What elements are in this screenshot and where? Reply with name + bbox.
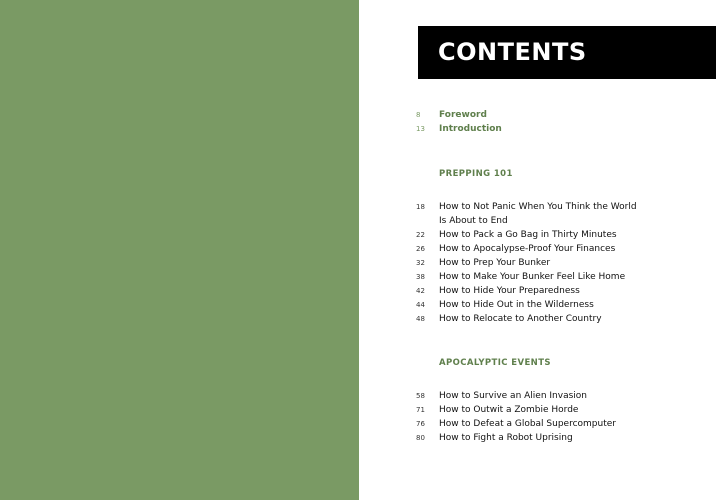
- page-number: 42: [416, 287, 425, 295]
- page-number: 18: [416, 203, 425, 211]
- toc-entry[interactable]: [416, 242, 716, 256]
- toc-entry[interactable]: [416, 200, 716, 214]
- page-number: 13: [416, 125, 425, 133]
- toc-entry[interactable]: [416, 284, 716, 298]
- entry-title: How to Make Your Bunker Feel Like Home: [439, 272, 626, 282]
- toc-entry-introduction[interactable]: [416, 122, 716, 136]
- entry-title: How to Outwit a Zombie Horde: [439, 405, 579, 415]
- page-title: CONTENTS: [438, 38, 587, 66]
- page-number: 38: [416, 273, 425, 281]
- toc-entry[interactable]: [416, 312, 716, 326]
- toc-entry-continuation[interactable]: [416, 214, 716, 228]
- page-number: 22: [416, 231, 425, 239]
- entry-title: How to Defeat a Global Supercomputer: [439, 419, 616, 429]
- entry-title: How to Hide Out in the Wilderness: [439, 300, 594, 310]
- entry-title: Foreword: [439, 110, 487, 120]
- page-number: 48: [416, 315, 425, 323]
- page-number: 58: [416, 392, 425, 400]
- section-heading-prepping: [416, 167, 716, 181]
- section-title: PREPPING 101: [439, 169, 513, 179]
- page-number: 32: [416, 259, 425, 267]
- page-number: 76: [416, 420, 425, 428]
- page-number: 80: [416, 434, 425, 442]
- entry-title: How to Relocate to Another Country: [439, 314, 602, 324]
- entry-title: How to Not Panic When You Think the World: [439, 202, 637, 212]
- entry-title: How to Hide Your Preparedness: [439, 286, 580, 296]
- toc-entry[interactable]: [416, 403, 716, 417]
- entry-title: How to Fight a Robot Uprising: [439, 433, 573, 443]
- toc-entry[interactable]: [416, 417, 716, 431]
- toc-entry[interactable]: [416, 431, 716, 445]
- entry-title: How to Survive an Alien Invasion: [439, 391, 587, 401]
- toc-entry[interactable]: [416, 298, 716, 312]
- entry-title: Introduction: [439, 124, 502, 134]
- toc-entry[interactable]: [416, 389, 716, 403]
- page-number: 26: [416, 245, 425, 253]
- page-number: 44: [416, 301, 425, 309]
- section-title: APOCALYPTIC EVENTS: [439, 358, 551, 368]
- section-heading-apocalyptic: [416, 356, 716, 370]
- contents-title-bar: [418, 26, 716, 79]
- entry-title: How to Pack a Go Bag in Thirty Minutes: [439, 230, 617, 240]
- toc-entry[interactable]: [416, 270, 716, 284]
- toc-entry[interactable]: [416, 256, 716, 270]
- entry-title: How to Apocalypse-Proof Your Finances: [439, 244, 616, 254]
- page-number: 71: [416, 406, 425, 414]
- toc-entry[interactable]: [416, 228, 716, 242]
- entry-title-continued: Is About to End: [439, 216, 508, 226]
- table-of-contents: [416, 108, 716, 445]
- entry-title: How to Prep Your Bunker: [439, 258, 551, 268]
- toc-entry-foreword[interactable]: [416, 108, 716, 122]
- page-number: 8: [416, 111, 421, 119]
